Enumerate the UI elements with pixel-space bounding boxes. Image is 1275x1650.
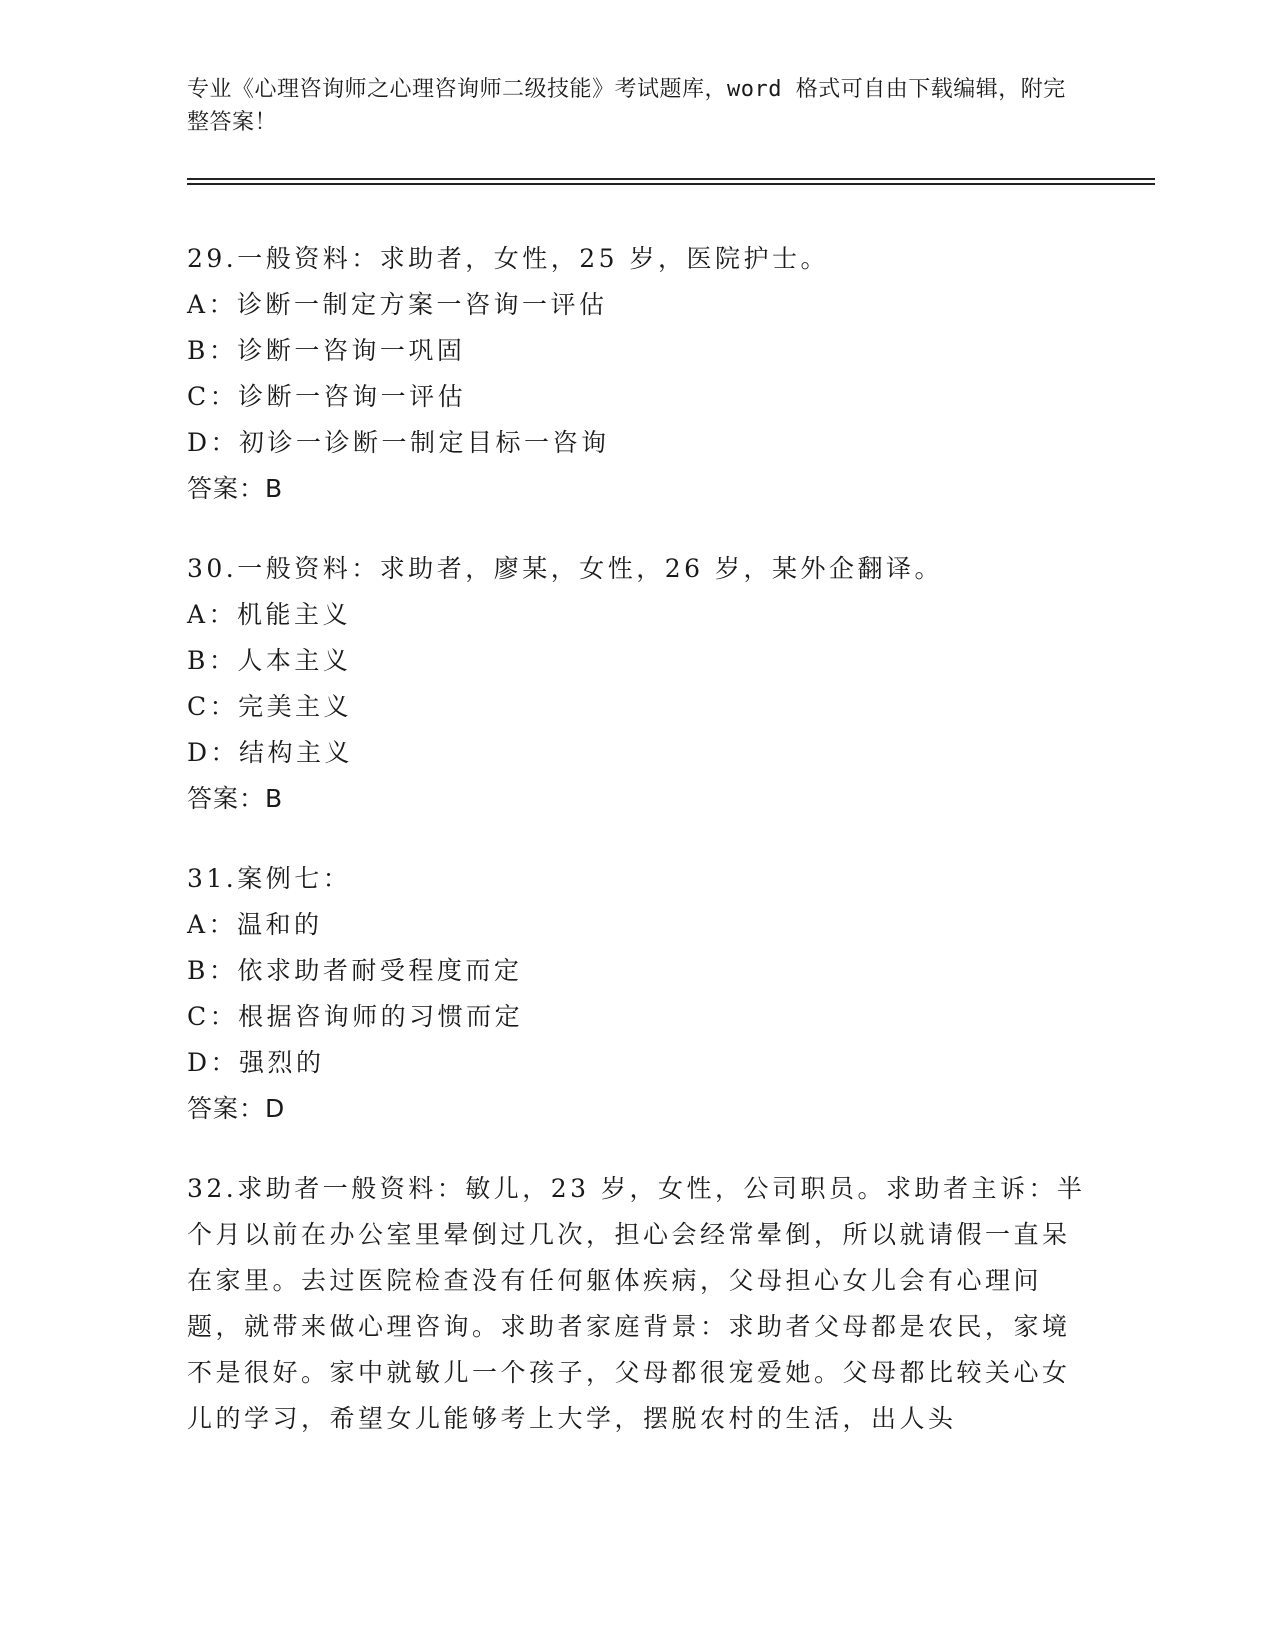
option-c: C：诊断一咨询一评估 <box>187 382 467 411</box>
answer-line: 答案：B <box>187 474 284 503</box>
option-a: A：温和的 <box>187 910 323 939</box>
header-divider-top <box>187 178 1155 180</box>
answer-line: 答案：B <box>187 784 284 813</box>
question-stem: 31.案例七： <box>187 864 352 893</box>
question-stem: 32.求助者一般资料：敏儿，23 岁，女性，公司职员。求助者主诉：半个月以前在办公室里晕倒过几次，担心会经常晕倒，所以就请假一直呆在家里。去过医院检查没有任何躯体疾病，父母担心女儿会有心理问题，就带来做心理咨询。求助者家庭背景：求助者父母都是农民，家境不是很好。家中就敏儿一个孩子，父母都很宠爱她。父母都比较关心女儿的学习，希望女儿能够考上大学，摆脱农村的生活，出人头 <box>187 1174 1086 1433</box>
option-b: B：诊断一咨询一巩固 <box>187 336 466 365</box>
option-d: D：初诊一诊断一制定目标一咨询 <box>187 428 610 457</box>
option-a: A：诊断一制定方案一咨询一评估 <box>187 290 608 319</box>
option-b: B：人本主义 <box>187 646 352 675</box>
option-b: B：依求助者耐受程度而定 <box>187 956 523 985</box>
option-d: D：结构主义 <box>187 738 354 767</box>
question-stem: 30.一般资料：求助者，廖某，女性，26 岁，某外企翻译。 <box>187 554 944 583</box>
option-d: D：强烈的 <box>187 1048 325 1077</box>
question-stem: 29.一般资料：求助者，女性，25 岁，医院护士。 <box>187 244 830 273</box>
option-c: C：完美主义 <box>187 692 353 721</box>
option-a: A：机能主义 <box>187 600 352 629</box>
question-32 <box>187 1166 1087 1442</box>
question-30 <box>187 546 1087 822</box>
option-c: C：根据咨询师的习惯而定 <box>187 1002 524 1031</box>
question-list <box>187 236 1087 1476</box>
document-header: 专业《心理咨询师之心理咨询师二级技能》考试题库，word 格式可自由下载编辑，附完整答案！ <box>187 77 1066 135</box>
header-divider-bottom <box>187 183 1155 185</box>
answer-line: 答案：D <box>187 1094 286 1123</box>
question-29 <box>187 236 1087 512</box>
question-31 <box>187 856 1087 1132</box>
